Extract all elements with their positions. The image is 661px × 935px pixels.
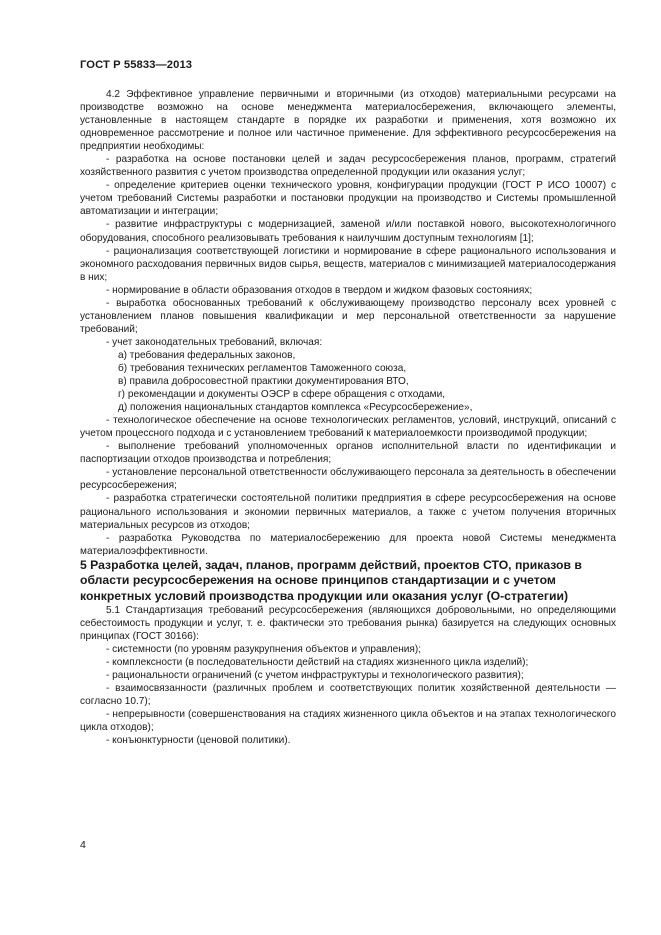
list-item: - определение критериев оценки технического уровня, конфигурации продукции (ГОСТ Р ИСО 10007) с учетом требований Системы разработки и постановки продукции на производство и Системы промышленной автоматизации и интеграции; — [80, 180, 616, 218]
list-item: - разработка Руководства по материалосбережению для проекта новой Системы менеджмента материалоэффективности. — [80, 532, 616, 557]
sub-list-item: в) правила добросовестной практики документирования ВТО, — [118, 376, 409, 388]
section-5-heading: 5 Разработка целей, задач, планов, программ действий, проектов СТО, приказов в области ресурсосбережения на основе принципов стандартизации и с учетом конкретных условий производства продукции или оказания услуг (О-стратегии) — [80, 557, 582, 603]
section-4-2-intro: 4.2 Эффективное управление первичными и вторичными (из отходов) материальными ресурсами на производстве возможно на основе менеджмента материалосбережения, включающего элементы, установленные в настоящем стандарте в порядке их разработки и применения, хотя возможно их одновременное рассмотрение и полное или частичное применение. Для эффективного ресурсосбережения на предприятии необходимы: — [80, 89, 616, 153]
list-item: - учет законодательных требований, включая: — [106, 336, 323, 348]
list-item: - системности (по уровням разукрупнения объектов и управления); — [106, 644, 422, 656]
list-item: - разработка стратегически состоятельной политики предприятия в сфере ресурсосбережения на основе рационального использования и экономии первичных материалов, а также с учетом получения вторичных материальных ресурсов из отходов; — [80, 493, 616, 531]
list-item: - развитие инфраструктуры с модернизацией, заменой и/или поставкой нового, высокотехнологичного оборудования, способного реализовывать требования к наилучшим доступным технологиям [1]; — [80, 219, 616, 244]
page-number: 4 — [80, 839, 86, 851]
document-code-header: ГОСТ Р 55833—2013 — [80, 59, 193, 71]
sub-list-item: г) рекомендации и документы ОЭСР в сфере обращения с отходами, — [118, 389, 446, 401]
list-item: - рациональности ограничений (с учетом инфраструктуры и технологического развития); — [106, 670, 524, 682]
document-body — [80, 88, 616, 747]
sub-list-item: а) требования федеральных законов, — [118, 349, 296, 361]
list-item: - разработка на основе постановки целей и задач ресурсосбережения планов, программ, стратегий хозяйственного развития с учетом производства определенной продукции или оказания услуг; — [80, 154, 616, 179]
list-item: - рационализация соответствующей логистики и нормирование в сфере рационального использования и экономного расходования первичных видов сырья, веществ, материалов с минимизацией материалосодержания в них; — [80, 245, 616, 283]
list-item: - технологическое обеспечение на основе технологических регламентов, условий, инструкций, описаний с учетом процессного подхода и с установлением требований к материалоемкости производимой продукции; — [80, 415, 616, 440]
section-5-1-intro: 5.1 Стандартизация требований ресурсосбережения (являющихся добровольными, но определяющими себестоимость продукции и услуг, т. е. фактически это требования рынка) базируется на следующих основных принципах (ГОСТ 30166): — [80, 604, 616, 642]
list-item: - конъюнктурности (ценовой политики). — [106, 735, 291, 747]
list-item: - комплексности (в последовательности действий на стадиях жизненного цикла изделий); — [106, 657, 529, 669]
list-item: - выработка обоснованных требований к обслуживающему производство персоналу всех уровней с установлением планов повышения квалификации и мер персональной ответственности за нарушение требований; — [80, 297, 616, 335]
list-item: - непрерывности (совершенствования на стадиях жизненного цикла объектов и на этапах технологического цикла отходов); — [80, 709, 616, 734]
sub-list-item: д) положения национальных стандартов комплекса «Ресурсосбережение», — [118, 402, 473, 414]
sub-list-item: б) требования технических регламентов Таможенного союза, — [118, 362, 407, 374]
list-item: - выполнение требований уполномоченных органов исполнительной власти по идентификации и паспортизации отходов производства и потребления; — [80, 441, 616, 466]
list-item: - установление персональной ответственности обслуживающего персонала за деятельность в обеспечении ресурсосбережения; — [80, 467, 616, 492]
list-item: - нормирование в области образования отходов в твердом и жидком фазовых состояниях; — [106, 284, 533, 296]
list-item: - взаимосвязанности (различных проблем и соответствующих политик хозяйственной деятельности — согласно 10.7); — [80, 683, 616, 708]
